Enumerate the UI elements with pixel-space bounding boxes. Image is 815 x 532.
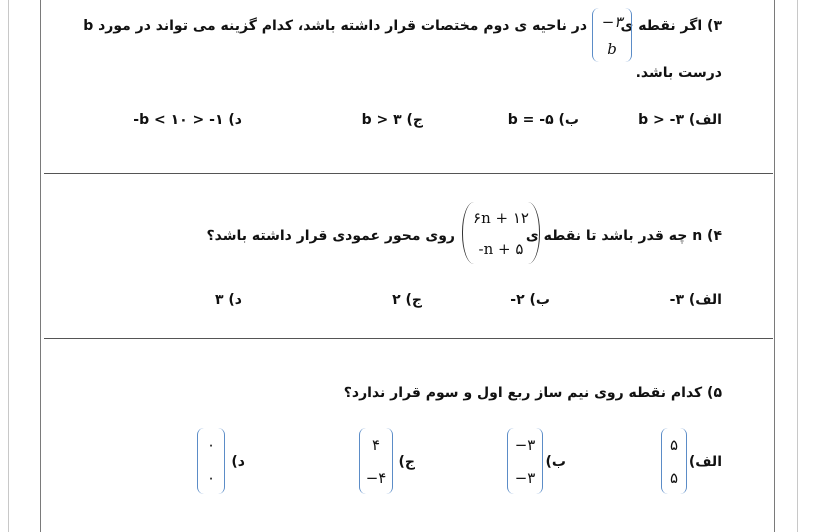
q3-text-end: درست باشد. bbox=[635, 65, 722, 81]
q3-option-d[interactable]: د) ۱- < b < ۱۰- bbox=[133, 112, 242, 128]
q5-option-b-label[interactable]: ب) bbox=[545, 454, 566, 470]
q5-option-d-top: ۰ bbox=[206, 435, 216, 454]
q5-option-a-bottom: ۵ bbox=[669, 468, 679, 487]
q5-option-d-bottom: ۰ bbox=[206, 468, 216, 487]
q3-option-b[interactable]: ب) ۵- = b bbox=[507, 112, 579, 128]
q4-option-d[interactable]: د) ۳ bbox=[214, 292, 242, 308]
q4-vector-top: ۶n + ۱۲ bbox=[473, 208, 529, 227]
page-right-border bbox=[774, 0, 775, 532]
q3-option-c[interactable]: ج) ۳ < b bbox=[361, 112, 423, 128]
q4-option-c[interactable]: ج) ۲ bbox=[392, 292, 422, 308]
q5-option-b-top: −۳ bbox=[514, 435, 536, 454]
q4-option-b[interactable]: ب) ۲- bbox=[510, 292, 550, 308]
sheet-edge-right bbox=[797, 0, 798, 532]
q3-text-start: ۳) اگر نقطه ی bbox=[620, 18, 722, 34]
q3-vector bbox=[592, 8, 632, 62]
q5-option-d-vector bbox=[197, 428, 225, 494]
q5-option-a-vector bbox=[661, 428, 687, 494]
q5-option-a-label[interactable]: الف) bbox=[688, 454, 722, 470]
q5-option-a-top: ۵ bbox=[669, 435, 679, 454]
q4-vector-bottom: -n + ۵ bbox=[478, 239, 524, 258]
q4-vector bbox=[462, 202, 540, 264]
q3-vector-top: −۳ bbox=[601, 12, 623, 31]
q4-text-start: ۴) n چه قدر باشد تا نقطه ی bbox=[525, 228, 722, 244]
q5-text: ۵) کدام نقطه روی نیم ساز ربع اول و سوم قرار ندارد؟ bbox=[343, 385, 722, 401]
divider-2 bbox=[44, 338, 773, 339]
q5-option-b-bottom: −۳ bbox=[514, 468, 536, 487]
q4-text-end: روی محور عمودی قرار داشته باشد؟ bbox=[206, 228, 455, 244]
sheet-edge-left bbox=[8, 0, 9, 532]
page-left-border bbox=[40, 0, 41, 532]
q5-option-c-label[interactable]: ج) bbox=[398, 454, 415, 470]
q3-option-a[interactable]: الف) ۳- < b bbox=[638, 112, 722, 128]
q5-option-c-bottom: −۴ bbox=[365, 468, 387, 487]
divider-1 bbox=[44, 173, 773, 174]
q3-text-middle: در ناحیه ی دوم مختصات قرار داشته باشد، کدام گزینه می تواند در مورد b bbox=[83, 18, 587, 34]
q5-option-c-vector bbox=[359, 428, 393, 494]
q3-vector-bottom: b bbox=[607, 39, 617, 58]
q5-option-d-label[interactable]: د) bbox=[231, 454, 245, 470]
q4-option-a[interactable]: الف) ۳- bbox=[669, 292, 722, 308]
q5-option-c-top: ۴ bbox=[371, 435, 381, 454]
q5-option-b-vector bbox=[507, 428, 543, 494]
